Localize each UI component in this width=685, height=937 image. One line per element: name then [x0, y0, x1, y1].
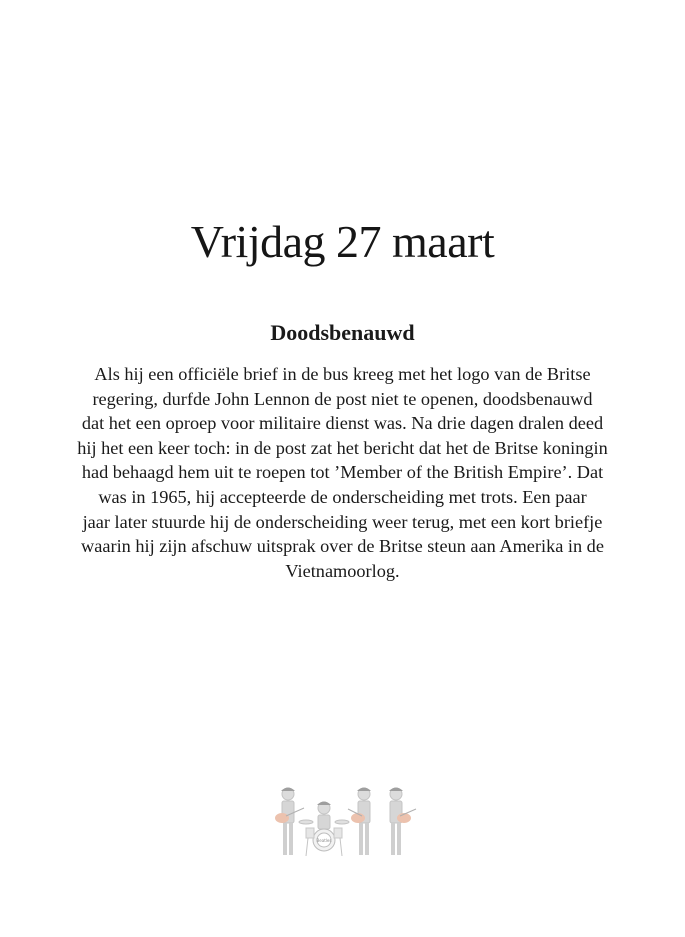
body-line: hij het een keer toch: in de post zat het bericht dat het de Britse koningin [77, 437, 608, 458]
body-line: had behaagd hem uit te roepen tot ’Member of the British Empire’. Dat [81, 462, 604, 483]
page-title: Vrijdag 27 maart [190, 216, 495, 267]
body-line: jaar later stuurde hij de onderscheiding weer terug, met een kort briefje [82, 511, 603, 532]
body-line: waarin hij zijn afschuw uitsprak over de Britse steun aan Amerika in de [81, 536, 604, 557]
body-line: Als hij een officiële brief in de bus kreeg met het logo van de Britse [94, 364, 591, 384]
band-illustration-icon [262, 782, 422, 862]
band-member-drummer-icon [299, 802, 349, 857]
body-line: dat het een oproep voor militaire dienst was. Na drie dagen dralen deed [81, 413, 604, 434]
section-heading: Doodsbenauwd [270, 320, 415, 345]
band-member-4-icon [389, 788, 416, 856]
body-line: Vietnamoorlog. [285, 560, 400, 581]
band-member-3-icon [348, 788, 371, 856]
body-paragraph [70, 362, 615, 583]
body-line: regering, durfde John Lennon de post niet te openen, doodsbenauwd [92, 388, 593, 409]
body-line: was in 1965, hij accepteerde de onderscheiding met trots. Een paar [98, 486, 587, 507]
drum-logo-text: Beatles [316, 838, 332, 843]
